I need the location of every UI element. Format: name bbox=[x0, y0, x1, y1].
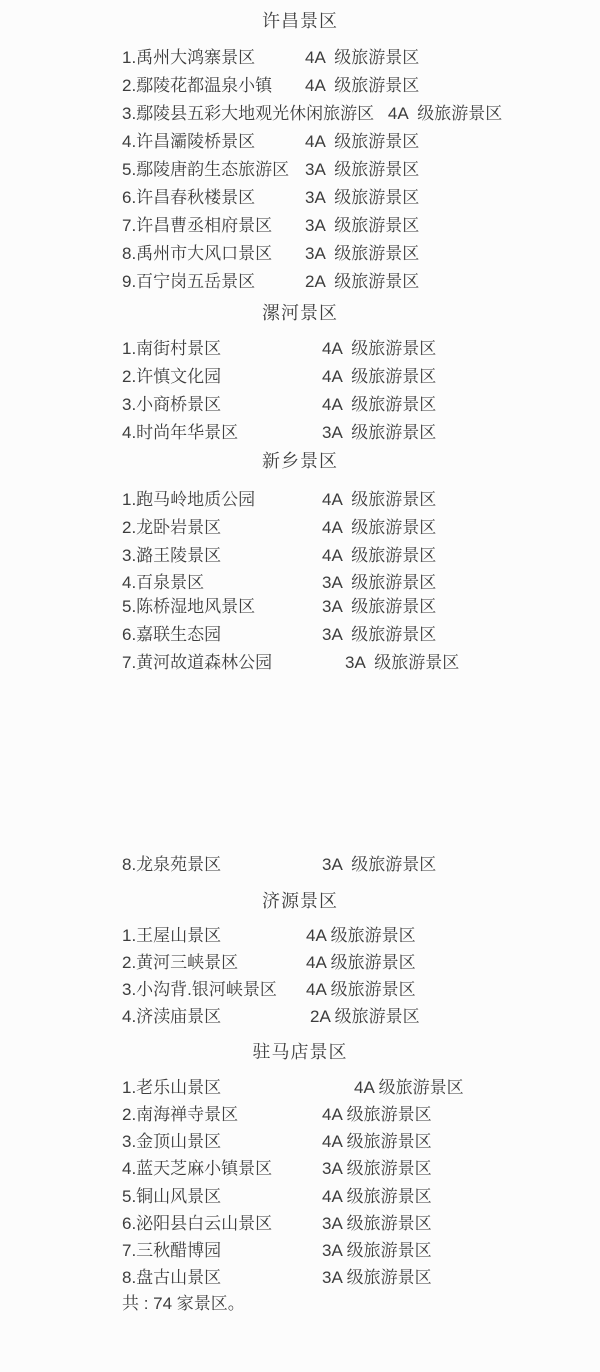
scenic-area-rating: 3A 级旅游景区 bbox=[322, 597, 437, 616]
list-item bbox=[0, 952, 600, 976]
scenic-area-name: 5.铜山风景区 bbox=[122, 1187, 222, 1206]
scenic-area-name: 5.鄢陵唐韵生态旅游区 bbox=[122, 160, 290, 179]
list-item bbox=[0, 422, 600, 446]
scenic-area-name: 1.南街村景区 bbox=[122, 339, 222, 358]
scenic-area-rating: 4A 级旅游景区 bbox=[322, 518, 437, 537]
scenic-area-rating: 3A 级旅游景区 bbox=[322, 573, 437, 592]
scenic-area-name: 4.许昌灞陵桥景区 bbox=[122, 132, 256, 151]
scenic-area-name: 7.黄河故道森林公园 bbox=[122, 653, 273, 672]
scenic-area-name: 2.黄河三峡景区 bbox=[122, 953, 239, 972]
scenic-area-name: 8.禹州市大风口景区 bbox=[122, 244, 273, 263]
scenic-area-rating: 4A 级旅游景区 bbox=[322, 339, 437, 358]
scenic-area-name: 6.嘉联生态园 bbox=[122, 625, 222, 644]
scenic-area-name: 3.小商桥景区 bbox=[122, 395, 222, 414]
list-item bbox=[0, 624, 600, 648]
list-item bbox=[0, 103, 600, 127]
scenic-area-name: 1.王屋山景区 bbox=[122, 926, 222, 945]
section-title-jiyuan: 济源景区 bbox=[262, 891, 338, 911]
list-item bbox=[0, 366, 600, 390]
scenic-area-name: 2.南海禅寺景区 bbox=[122, 1105, 239, 1124]
scenic-area-rating: 4A 级旅游景区 bbox=[305, 76, 420, 95]
scenic-area-name: 4.济渎庙景区 bbox=[122, 1007, 222, 1026]
scenic-area-rating: 3A 级旅游景区 bbox=[305, 160, 420, 179]
scenic-area-name: 2.鄢陵花都温泉小镇 bbox=[122, 76, 273, 95]
list-item bbox=[0, 75, 600, 99]
scenic-area-rating: 4A 级旅游景区 bbox=[322, 1132, 432, 1151]
scenic-area-name: 1.跑马岭地质公园 bbox=[122, 490, 256, 509]
scenic-area-rating: 2A 级旅游景区 bbox=[310, 1007, 420, 1026]
scenic-area-name: 1.禹州大鸿寨景区 bbox=[122, 48, 256, 67]
list-item bbox=[0, 271, 600, 295]
scenic-area-name: 9.百宁岗五岳景区 bbox=[122, 272, 256, 291]
list-item bbox=[0, 652, 600, 676]
list-item bbox=[0, 47, 600, 71]
list-item bbox=[0, 1104, 600, 1128]
scenic-area-name: 3.鄢陵县五彩大地观光休闲旅游区 bbox=[122, 104, 375, 123]
scenic-area-rating: 3A 级旅游景区 bbox=[322, 855, 437, 874]
list-item bbox=[0, 1240, 600, 1264]
list-item bbox=[0, 159, 600, 183]
scenic-area-rating: 3A 级旅游景区 bbox=[305, 244, 420, 263]
scenic-area-rating: 4A 级旅游景区 bbox=[305, 132, 420, 151]
list-item bbox=[0, 1158, 600, 1182]
scenic-area-rating: 4A 级旅游景区 bbox=[322, 1187, 432, 1206]
list-item bbox=[0, 489, 600, 513]
scenic-area-name: 2.许慎文化园 bbox=[122, 367, 222, 386]
list-item bbox=[0, 215, 600, 239]
list-item bbox=[0, 925, 600, 949]
scenic-area-name: 3.金顶山景区 bbox=[122, 1132, 222, 1151]
list-item bbox=[0, 1077, 600, 1101]
list-item bbox=[0, 1213, 600, 1237]
scenic-area-name: 4.时尚年华景区 bbox=[122, 423, 239, 442]
list-item bbox=[0, 187, 600, 211]
section-title-xuchang: 许昌景区 bbox=[262, 11, 338, 31]
list-item bbox=[0, 131, 600, 155]
list-item bbox=[0, 243, 600, 267]
scenic-area-name: 7.许昌曹丞相府景区 bbox=[122, 216, 273, 235]
scenic-area-rating: 4A 级旅游景区 bbox=[322, 367, 437, 386]
scenic-area-rating: 3A 级旅游景区 bbox=[322, 1159, 432, 1178]
scenic-area-name: 4.蓝天芝麻小镇景区 bbox=[122, 1159, 273, 1178]
list-item bbox=[0, 1006, 600, 1030]
scenic-area-name: 3.小沟背.银河峡景区 bbox=[122, 980, 277, 999]
scenic-area-rating: 3A 级旅游景区 bbox=[322, 625, 437, 644]
scenic-area-name: 6.许昌春秋楼景区 bbox=[122, 188, 256, 207]
total-count-text: 共 : 74 家景区。 bbox=[122, 1294, 245, 1313]
section-title-zhumadian: 驻马店景区 bbox=[252, 1042, 348, 1062]
scenic-area-name: 5.陈桥湿地风景区 bbox=[122, 597, 256, 616]
scenic-area-rating: 4A 级旅游景区 bbox=[306, 953, 416, 972]
scenic-area-rating: 4A 级旅游景区 bbox=[354, 1078, 464, 1097]
scenic-area-rating: 4A 级旅游景区 bbox=[306, 926, 416, 945]
list-item bbox=[0, 596, 600, 620]
list-item bbox=[0, 394, 600, 418]
list-item bbox=[0, 545, 600, 569]
scenic-area-rating: 3A 级旅游景区 bbox=[305, 216, 420, 235]
list-item bbox=[0, 572, 600, 596]
scenic-area-rating: 3A 级旅游景区 bbox=[322, 423, 437, 442]
list-item bbox=[0, 338, 600, 362]
scenic-area-name: 2.龙卧岩景区 bbox=[122, 518, 222, 537]
scenic-area-rating: 4A 级旅游景区 bbox=[387, 104, 503, 123]
scenic-area-name: 3.潞王陵景区 bbox=[122, 546, 222, 565]
section-title-xinxiang: 新乡景区 bbox=[262, 451, 338, 471]
list-item bbox=[0, 1131, 600, 1155]
scenic-area-rating: 4A 级旅游景区 bbox=[322, 1105, 432, 1124]
scenic-area-rating: 3A 级旅游景区 bbox=[345, 653, 460, 672]
scenic-area-rating: 2A 级旅游景区 bbox=[305, 272, 420, 291]
section-title-luohe: 漯河景区 bbox=[262, 303, 338, 323]
scenic-area-name: 6.泌阳县白云山景区 bbox=[122, 1214, 273, 1233]
scenic-area-name: 4.百泉景区 bbox=[122, 573, 205, 592]
scenic-area-name: 8.盘古山景区 bbox=[122, 1268, 222, 1287]
list-item bbox=[0, 979, 600, 1003]
list-item bbox=[0, 1186, 600, 1210]
scenic-area-rating: 4A 级旅游景区 bbox=[322, 490, 437, 509]
list-item bbox=[0, 1267, 600, 1291]
list-item bbox=[0, 517, 600, 541]
list-item bbox=[0, 854, 600, 878]
scenic-area-name: 8.龙泉苑景区 bbox=[122, 855, 222, 874]
total-count-note bbox=[0, 1293, 600, 1317]
scenic-area-rating: 3A 级旅游景区 bbox=[322, 1241, 432, 1260]
scenic-area-rating: 4A 级旅游景区 bbox=[305, 48, 420, 67]
scenic-area-name: 7.三秋醋博园 bbox=[122, 1241, 222, 1260]
scenic-area-rating: 3A 级旅游景区 bbox=[322, 1268, 432, 1287]
scenic-area-name: 1.老乐山景区 bbox=[122, 1078, 222, 1097]
scenic-area-rating: 4A 级旅游景区 bbox=[306, 980, 416, 999]
scenic-area-rating: 4A 级旅游景区 bbox=[322, 395, 437, 414]
scenic-area-rating: 4A 级旅游景区 bbox=[322, 546, 437, 565]
scenic-area-rating: 3A 级旅游景区 bbox=[305, 188, 420, 207]
scenic-area-rating: 3A 级旅游景区 bbox=[322, 1214, 432, 1233]
